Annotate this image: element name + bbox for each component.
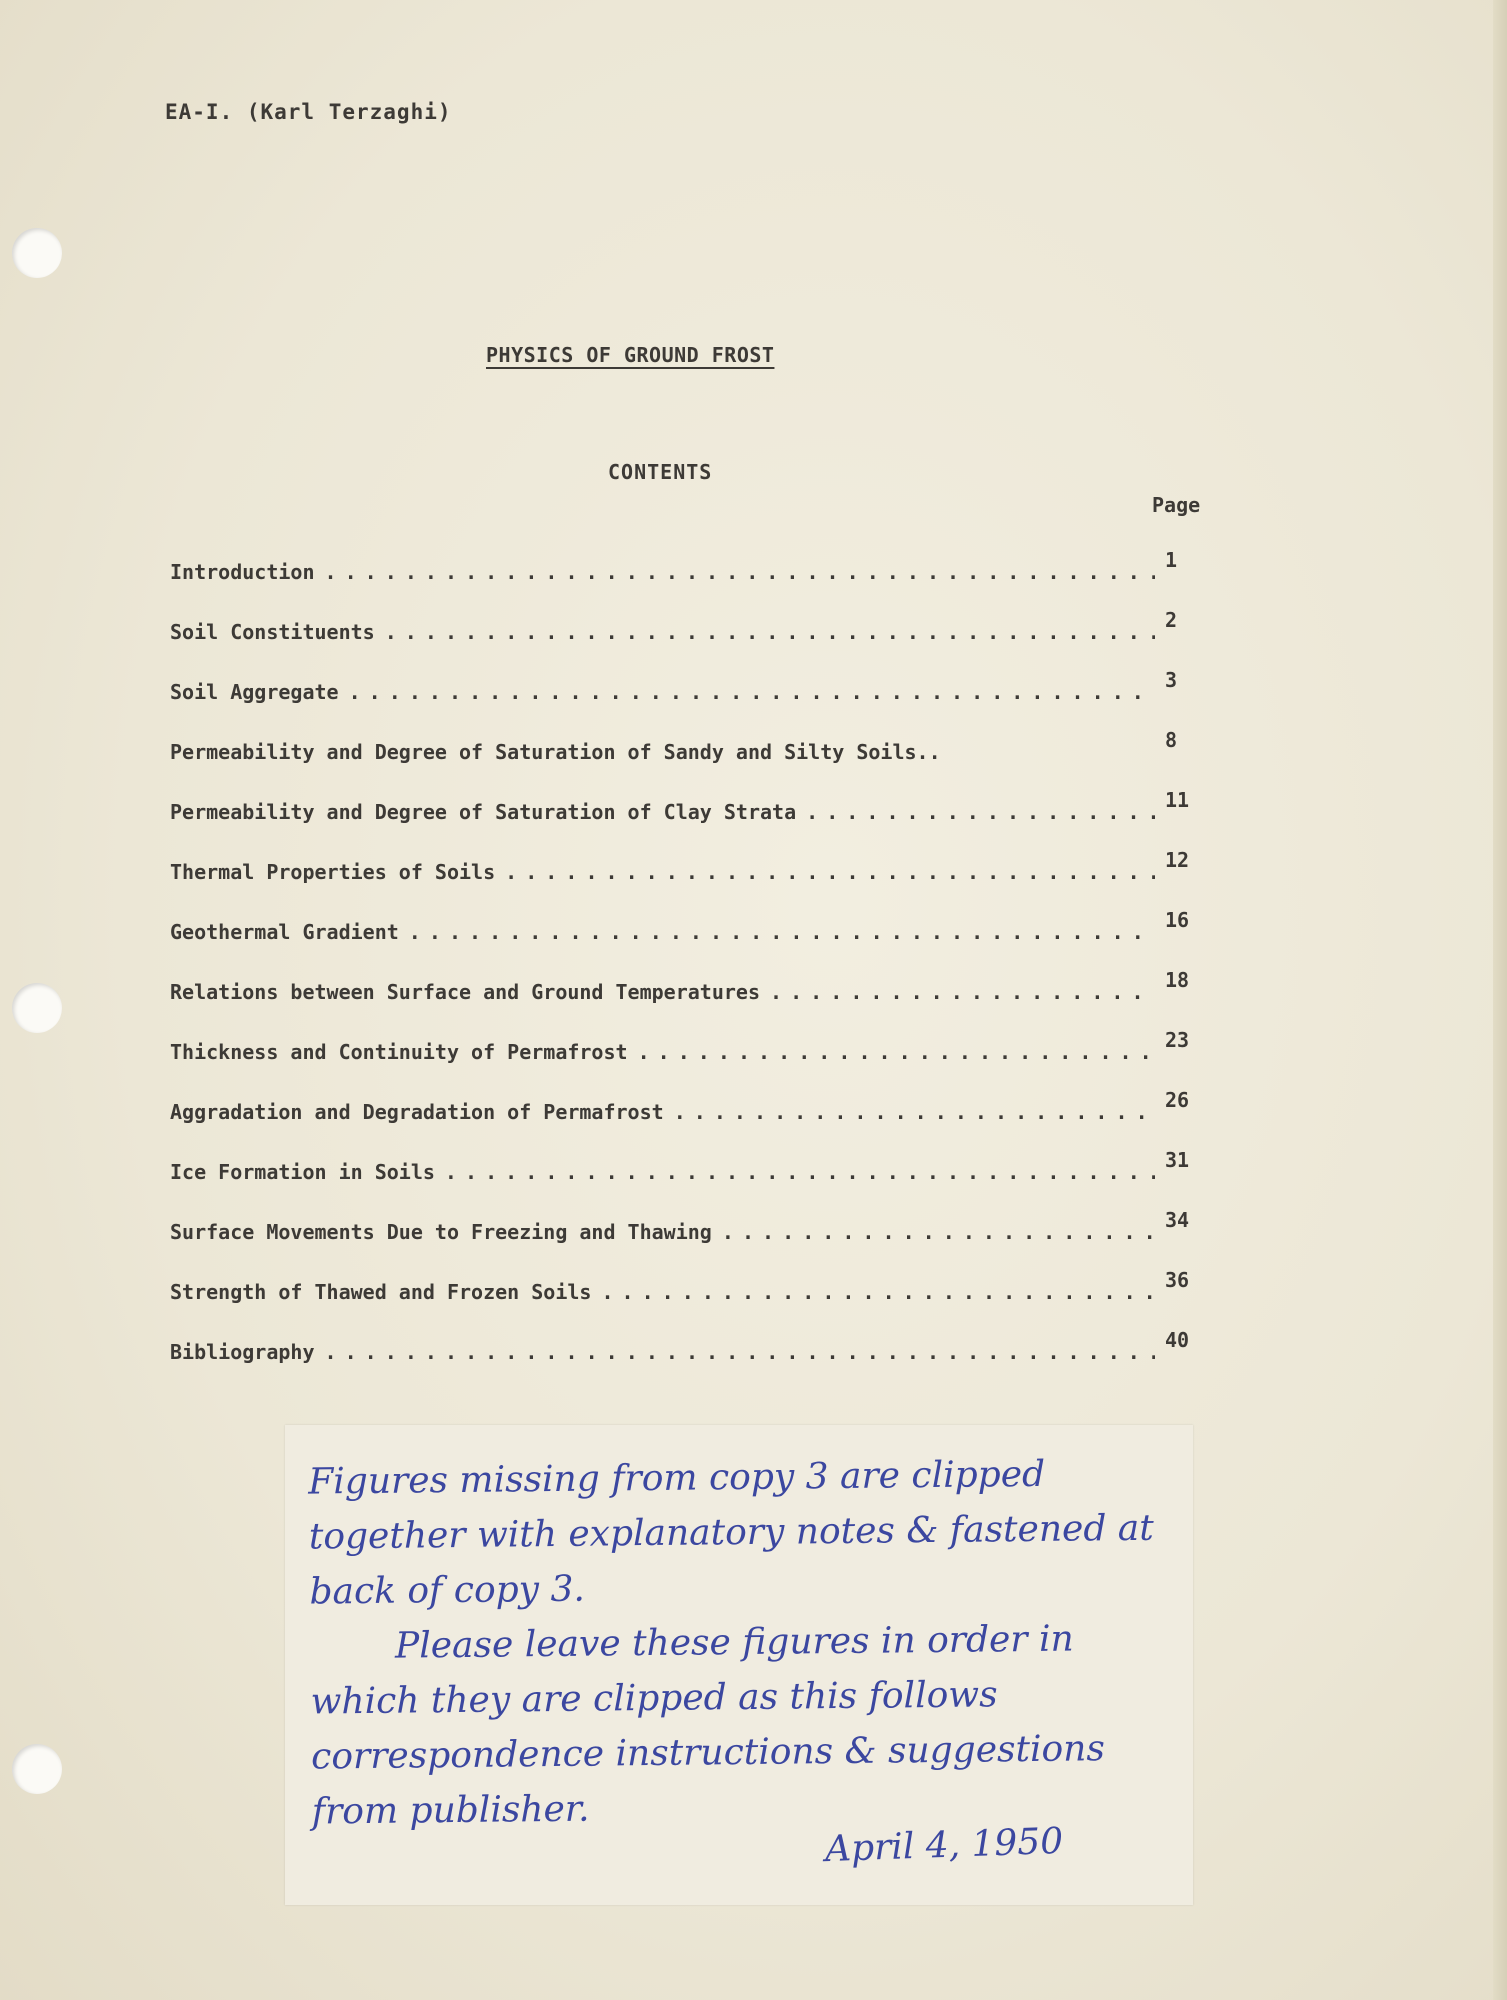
toc-entry-title: Permeability and Degree of Saturation of Sandy and Silty Soils.. [170,740,941,764]
document-title: PHYSICS OF GROUND FROST [486,343,775,367]
toc-entry [170,788,1220,860]
toc-entry [170,848,1220,920]
page-column-label: Page [1152,493,1201,517]
toc-entry-page: 2 [1165,608,1178,632]
toc-entry-title: Bibliography [170,1340,315,1364]
toc-entry [170,1328,1220,1400]
handwritten-note [308,1445,1182,1839]
punch-hole-top [12,228,62,278]
toc-entry [170,668,1220,740]
contents-heading: CONTENTS [608,460,713,484]
toc-entry-title: Geothermal Gradient [170,920,399,944]
punch-hole-bottom [12,1744,62,1794]
toc-entry-title: Ice Formation in Soils [170,1160,435,1184]
note-paragraph: Figures missing from copy 3 are clipped together with explanatory notes & fastened at back of copy 3. [308,1453,1154,1613]
toc-leader [770,980,1155,1004]
toc-leader [445,1160,1155,1184]
toc-entry [170,908,1220,980]
toc-entry [170,1148,1220,1220]
toc-leader [505,860,1155,884]
note-date: April 4, 1950 [824,1820,1064,1871]
table-of-contents [170,548,1220,1400]
handwritten-note-slip [285,1425,1193,1905]
toc-entry-page: 1 [1165,548,1178,572]
toc-entry-page: 8 [1165,728,1178,752]
toc-leader [325,560,1156,584]
punch-hole-middle [12,983,62,1033]
toc-entry [170,1208,1220,1280]
toc-leader [409,920,1155,944]
toc-entry-page: 23 [1165,1028,1190,1052]
toc-entry-page: 26 [1165,1088,1190,1112]
toc-leader [325,1340,1156,1364]
toc-entry [170,608,1220,680]
toc-entry [170,1268,1220,1340]
toc-entry-title: Soil Constituents [170,620,375,644]
toc-entry [170,968,1220,1040]
toc-entry-title: Introduction [170,560,315,584]
toc-leader [806,800,1155,824]
toc-entry-page: 16 [1165,908,1190,932]
toc-entry [170,1028,1220,1100]
toc-entry-title: Thermal Properties of Soils [170,860,496,884]
toc-entry-title: Soil Aggregate [170,680,339,704]
toc-entry-title: Relations between Surface and Ground Temperatures [170,980,761,1004]
toc-entry-title: Strength of Thawed and Frozen Soils [170,1280,592,1304]
toc-entry-title: Thickness and Continuity of Permafrost [170,1040,628,1064]
toc-entry [170,548,1220,620]
header-reference: EA-I. (Karl Terzaghi) [165,100,452,124]
toc-entry [170,1088,1220,1160]
toc-entry [170,728,1220,800]
toc-entry-page: 40 [1165,1328,1190,1352]
note-paragraph: Please leave these figures in order in which they are clipped as this follows correspondence instructions & suggestions from publisher. [310,1618,1106,1833]
toc-entry-page: 18 [1165,968,1190,992]
toc-leader [674,1100,1155,1124]
page-edge [1493,0,1507,2000]
toc-leader [385,620,1155,644]
toc-entry-page: 36 [1165,1268,1190,1292]
toc-leader [638,1040,1155,1064]
toc-entry-page: 34 [1165,1208,1190,1232]
toc-entry-page: 3 [1165,668,1178,692]
toc-leader [722,1220,1155,1244]
toc-entry-page: 31 [1165,1148,1190,1172]
toc-leader [601,1280,1155,1304]
toc-entry-page: 11 [1165,788,1190,812]
toc-leader [349,680,1155,704]
toc-entry-title: Surface Movements Due to Freezing and Thawing [170,1220,712,1244]
toc-entry-title: Aggradation and Degradation of Permafrost [170,1100,664,1124]
toc-entry-page: 12 [1165,848,1190,872]
toc-entry-title: Permeability and Degree of Saturation of Clay Strata [170,800,797,824]
